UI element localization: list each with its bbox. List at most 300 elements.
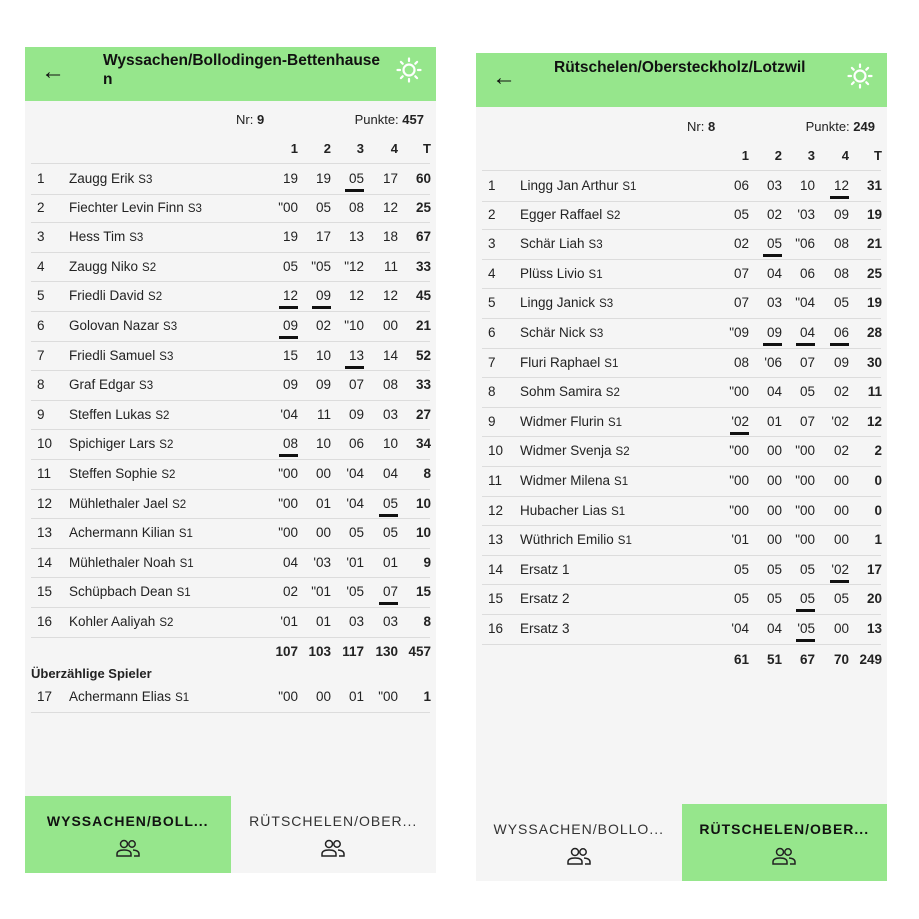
player-total: 20 (866, 591, 882, 607)
round-score: 00 (766, 443, 782, 459)
round-total-1: 107 (275, 644, 298, 659)
player-total: 19 (866, 206, 882, 222)
player-total: 8 (423, 614, 431, 629)
player-name (69, 496, 186, 511)
player-name (520, 295, 613, 310)
round-score-best: 06 (817, 325, 849, 340)
round-score: 13 (348, 229, 364, 245)
player-total: 45 (415, 288, 431, 304)
round-score: 00 (766, 502, 782, 518)
player-level: S3 (589, 328, 604, 340)
round-total-3: 117 (342, 644, 364, 659)
player-name-text: Kohler Aaliyah (69, 614, 156, 629)
player-total: 25 (415, 199, 431, 215)
player-rank: 14 (488, 561, 504, 577)
tab-team-b[interactable] (682, 804, 888, 881)
round-score: 12 (382, 199, 398, 215)
table-row[interactable] (31, 252, 430, 283)
player-name-text: Friedli Samuel (69, 347, 156, 363)
player-rank: 2 (37, 199, 45, 215)
round-score: "00 (729, 384, 749, 400)
player-rank: 8 (488, 384, 496, 400)
punkte-value: 249 (853, 119, 875, 134)
round-score: 02 (766, 206, 782, 222)
round-score: 00 (833, 473, 849, 488)
round-score: "00 (795, 443, 815, 459)
team-tabs (476, 804, 887, 881)
player-name (520, 178, 636, 193)
player-rank: 4 (488, 265, 496, 281)
player-level: S1 (617, 535, 632, 548)
player-name (69, 584, 191, 599)
round-score: "00 (795, 502, 815, 518)
player-level: S2 (605, 387, 620, 400)
player-level: S3 (599, 298, 614, 311)
player-total: 0 (874, 502, 882, 518)
round-score: 17 (315, 229, 331, 245)
column-header-round-3: 3 (356, 141, 364, 156)
player-name-text: Steffen Sophie (69, 466, 158, 481)
player-total: 10 (415, 525, 431, 541)
table-row[interactable] (31, 311, 430, 342)
player-total: 21 (866, 236, 882, 252)
round-score-best: 12 (266, 288, 298, 303)
round-score-best: 09 (266, 318, 298, 333)
player-rank: 8 (37, 377, 45, 393)
table-row[interactable] (31, 222, 430, 253)
team-points (806, 119, 875, 134)
player-rank: 13 (37, 525, 53, 541)
round-score: 05 (315, 199, 331, 215)
table-row[interactable] (482, 584, 881, 615)
player-rank: 9 (488, 413, 496, 429)
round-score: "00 (278, 199, 298, 215)
arrow-left-icon[interactable]: ← (41, 58, 65, 85)
round-score: 10 (382, 436, 398, 452)
table-row[interactable] (482, 259, 881, 290)
round-score: 05 (282, 258, 298, 274)
player-total: 52 (415, 347, 431, 363)
round-score: 00 (766, 532, 782, 548)
round-score: "00 (278, 689, 298, 704)
player-level: S2 (606, 209, 621, 222)
round-score: 03 (348, 614, 364, 629)
nr-label: Nr: (236, 112, 254, 127)
round-score: 07 (799, 354, 815, 370)
player-name (69, 525, 193, 540)
table-row[interactable] (482, 170, 881, 202)
player-rank: 6 (488, 325, 496, 340)
player-name-text: Hess Tim (69, 229, 126, 245)
player-rank: 15 (37, 584, 53, 600)
column-header-round-1: 1 (290, 141, 298, 156)
table-row[interactable] (482, 555, 881, 586)
round-score: 04 (282, 554, 298, 570)
player-name (69, 466, 175, 481)
round-score: 11 (316, 406, 331, 422)
round-score: "00 (278, 466, 298, 481)
round-score: 09 (833, 206, 849, 222)
round-score-best: 05 (366, 496, 398, 511)
round-score: 04 (382, 466, 398, 481)
player-name (520, 443, 630, 458)
table-row[interactable] (31, 548, 430, 579)
player-rank: 11 (488, 473, 503, 488)
round-score: 09 (348, 406, 364, 422)
player-name (69, 614, 173, 629)
round-score: 06 (348, 436, 364, 452)
player-level: S2 (155, 409, 170, 422)
punkte-value: 457 (402, 112, 424, 127)
round-score: 05 (799, 561, 815, 577)
app-header (25, 47, 436, 101)
round-score-best: 05 (750, 236, 782, 251)
player-total: 13 (866, 621, 882, 636)
team-number (687, 119, 715, 134)
round-score: 05 (833, 591, 849, 607)
player-level: S1 (588, 268, 603, 281)
player-rank: 11 (37, 466, 52, 481)
round-score: '04 (731, 621, 749, 636)
tab-team-b[interactable] (231, 796, 437, 873)
round-score: 03 (382, 406, 398, 422)
player-name (69, 200, 202, 215)
round-score: 19 (282, 171, 298, 186)
round-score: "00 (729, 502, 749, 518)
column-header-round-1: 1 (741, 148, 749, 163)
round-score: 04 (766, 384, 782, 400)
round-score: '05 (346, 584, 364, 600)
table-row[interactable] (482, 525, 881, 556)
arrow-left-icon[interactable]: ← (492, 64, 516, 91)
player-name-text: Egger Raffael (520, 206, 603, 222)
table-row[interactable] (31, 577, 430, 608)
round-score: 10 (799, 178, 815, 193)
round-score: 18 (382, 229, 398, 245)
round-total-3: 67 (799, 652, 815, 667)
round-score: 05 (733, 561, 749, 577)
nr-label: Nr: (687, 119, 705, 134)
team-tabs (25, 796, 436, 873)
table-row[interactable] (31, 682, 430, 713)
player-name-text: Schär Nick (520, 325, 586, 340)
round-score: "09 (729, 325, 749, 340)
player-total: 12 (866, 413, 882, 429)
team-title: Wyssachen/Bollodingen-Bettenhausen (103, 52, 381, 88)
table-row[interactable] (482, 614, 881, 645)
player-rank: 7 (37, 347, 45, 363)
player-name (520, 355, 618, 370)
player-name-text: Friedli David (69, 288, 145, 304)
round-score: 02 (833, 384, 849, 400)
round-score-best: 05 (783, 591, 815, 606)
round-score: 07 (348, 377, 364, 393)
round-score-best: 12 (817, 178, 849, 193)
table-row[interactable] (31, 370, 430, 401)
player-total: 34 (415, 436, 431, 452)
table-row[interactable] (482, 200, 881, 231)
player-name-text: Achermann Kilian (69, 525, 175, 541)
round-score: 03 (766, 295, 782, 311)
player-name (520, 384, 620, 399)
player-total: 28 (866, 325, 882, 340)
nr-value: 9 (256, 112, 265, 127)
round-score: '01 (731, 532, 749, 548)
round-score: 12 (382, 288, 398, 304)
column-header-round-2: 2 (774, 148, 782, 163)
player-rank: 16 (37, 614, 53, 629)
player-rank: 15 (488, 591, 504, 607)
tab-team-a[interactable] (25, 796, 231, 873)
round-score: 00 (766, 473, 782, 488)
player-name-text: Wüthrich Emilio (520, 532, 614, 548)
round-score: "10 (344, 318, 364, 333)
punkte-label: Punkte: (805, 119, 850, 134)
player-level: S1 (604, 357, 619, 370)
player-total: 33 (415, 258, 431, 274)
round-total-4: 70 (833, 652, 849, 667)
round-score-best: 07 (366, 584, 398, 599)
column-header-round-3: 3 (807, 148, 815, 163)
round-score: 01 (766, 413, 782, 429)
round-score: 00 (382, 318, 398, 333)
tab-label: WYSSACHEN/BOLL... (46, 813, 209, 829)
player-total: 15 (415, 584, 431, 600)
round-score: 02 (833, 443, 849, 459)
table-row[interactable] (31, 281, 430, 312)
table-row[interactable] (482, 407, 881, 438)
player-name-text: Ersatz 2 (520, 591, 570, 607)
player-total: 30 (866, 354, 882, 370)
player-name (69, 318, 177, 333)
round-score: 00 (315, 525, 331, 541)
table-row[interactable] (31, 518, 430, 549)
round-score: "00 (729, 443, 749, 459)
player-name-text: Zaugg Niko (69, 258, 139, 274)
player-total: 25 (866, 265, 882, 281)
player-name (520, 562, 570, 577)
group-icon (566, 846, 592, 866)
player-rank: 1 (488, 178, 496, 193)
group-icon (320, 838, 346, 858)
round-score: 00 (833, 621, 849, 636)
round-score: '01 (280, 614, 298, 629)
round-score-best: 04 (783, 325, 815, 340)
column-header-total: T (874, 148, 882, 163)
player-name-text: Schär Liah (520, 236, 585, 252)
player-level: S2 (148, 291, 163, 304)
round-score: 04 (766, 265, 782, 281)
player-rank: 7 (488, 354, 496, 370)
round-score: 01 (315, 614, 331, 629)
player-name (69, 377, 153, 392)
round-score: 08 (833, 265, 849, 281)
team-number (236, 112, 264, 127)
round-score: '04 (346, 495, 364, 511)
player-name-text: Mühlethaler Noah (69, 554, 176, 570)
round-total-1: 61 (733, 652, 749, 667)
player-name (520, 266, 603, 281)
table-row[interactable] (31, 400, 430, 431)
round-score: 00 (833, 532, 849, 548)
sun-icon[interactable] (847, 63, 873, 89)
table-row[interactable] (482, 436, 881, 467)
player-total: 60 (415, 171, 431, 186)
table-row[interactable] (31, 429, 430, 460)
table-row[interactable] (31, 459, 430, 490)
player-level: S1 (179, 557, 194, 570)
round-score-best: 09 (299, 288, 331, 303)
table-row[interactable] (482, 348, 881, 379)
player-name-text: Lingg Jan Arthur (520, 178, 619, 193)
player-total: 33 (415, 377, 431, 393)
round-score: "01 (311, 584, 331, 600)
round-score-best: '02 (817, 562, 849, 577)
player-name (520, 532, 632, 547)
round-score: 07 (733, 265, 749, 281)
table-row[interactable] (482, 288, 881, 319)
round-score: 05 (833, 295, 849, 311)
round-score: 05 (733, 591, 749, 607)
table-row[interactable] (31, 163, 430, 195)
column-header-total: T (423, 141, 431, 156)
round-score: "00 (278, 495, 298, 511)
grand-total: 457 (408, 644, 431, 659)
player-total: 1 (423, 689, 431, 704)
round-score: 05 (766, 561, 782, 577)
table-row[interactable] (482, 229, 881, 260)
player-total: 17 (866, 561, 882, 577)
player-level: S3 (138, 174, 153, 186)
round-score-best: '02 (717, 414, 749, 429)
round-score: 08 (833, 236, 849, 252)
player-level: S2 (615, 446, 630, 459)
round-score: 02 (733, 236, 749, 252)
table-row[interactable] (31, 341, 430, 372)
player-name (69, 348, 173, 363)
group-icon (115, 838, 141, 858)
round-score: 07 (799, 413, 815, 429)
round-score: 07 (733, 295, 749, 311)
player-rank: 3 (488, 236, 496, 252)
round-score: '03 (313, 554, 331, 570)
table-row[interactable] (31, 489, 430, 520)
player-total: 8 (423, 466, 431, 481)
table-row[interactable] (482, 496, 881, 527)
left-team-screen (25, 47, 436, 873)
column-header-round-2: 2 (323, 141, 331, 156)
player-level: S1 (608, 416, 623, 429)
round-score: 09 (282, 377, 298, 393)
player-name-text: Sohm Samira (520, 384, 602, 400)
player-name (520, 473, 628, 488)
player-rank: 5 (488, 295, 496, 311)
player-name (69, 436, 173, 451)
round-score: 09 (833, 354, 849, 370)
round-score: '06 (764, 354, 782, 370)
round-score: 01 (382, 554, 398, 570)
player-name (69, 229, 143, 244)
player-name-text: Plüss Livio (520, 265, 585, 281)
round-score: 15 (282, 347, 298, 363)
table-row[interactable] (482, 466, 881, 497)
player-level: S3 (139, 380, 154, 393)
player-rank: 3 (37, 229, 45, 245)
sun-icon[interactable] (396, 57, 422, 83)
player-total: 0 (874, 473, 882, 488)
round-score: 05 (799, 384, 815, 400)
round-score: 00 (315, 689, 331, 704)
group-icon (771, 846, 797, 866)
player-total: 27 (415, 406, 431, 422)
tab-label: WYSSACHEN/BOLLO... (493, 821, 664, 837)
team-points (355, 112, 424, 127)
player-level: S1 (176, 587, 191, 600)
round-total-2: 51 (766, 652, 782, 667)
player-name-text: Lingg Janick (520, 295, 596, 311)
round-score: 05 (348, 525, 364, 541)
round-score: "00 (729, 473, 749, 488)
round-score-best: '05 (783, 621, 815, 636)
player-level: S3 (163, 321, 178, 333)
table-row[interactable] (482, 377, 881, 408)
player-total: 67 (415, 229, 431, 245)
player-name-text: Ersatz 1 (520, 561, 570, 577)
tab-team-a[interactable] (476, 804, 682, 881)
round-score: 12 (348, 288, 364, 304)
player-rank: 10 (488, 443, 504, 459)
round-score: 01 (348, 689, 364, 704)
round-score-best: 13 (332, 348, 364, 363)
player-name-text: Widmer Svenja (520, 443, 612, 459)
player-level: S1 (614, 476, 629, 488)
round-total-4: 130 (375, 644, 398, 659)
table-row[interactable] (482, 318, 881, 349)
round-score: '03 (797, 206, 815, 222)
round-score: 04 (766, 621, 782, 636)
player-level: S2 (142, 261, 157, 274)
round-score: 10 (315, 436, 331, 452)
table-row[interactable] (31, 607, 430, 638)
player-name (69, 689, 189, 704)
player-level: S2 (159, 617, 174, 629)
player-name-text: Steffen Lukas (69, 406, 152, 422)
player-name (520, 621, 570, 636)
player-name-text: Achermann Elias (69, 689, 172, 704)
tab-label: RÜTSCHELEN/OBER... (699, 821, 870, 837)
round-score: "00 (378, 689, 398, 704)
round-score: '01 (346, 554, 364, 570)
nr-value: 8 (707, 119, 716, 134)
round-score: 19 (315, 171, 331, 186)
right-team-screen (476, 53, 887, 881)
player-total: 9 (423, 554, 431, 570)
player-name-text: Mühlethaler Jael (69, 495, 169, 511)
player-rank: 2 (488, 206, 496, 222)
player-name (520, 591, 570, 606)
round-score: 09 (315, 377, 331, 393)
round-total-2: 103 (308, 644, 331, 659)
round-score-best: 09 (750, 325, 782, 340)
table-row[interactable] (31, 193, 430, 224)
column-header-round-4: 4 (841, 148, 849, 163)
round-score: "12 (344, 258, 364, 274)
player-name (69, 288, 162, 303)
grand-total: 249 (859, 652, 882, 667)
player-total: 19 (866, 295, 882, 311)
player-rank: 14 (37, 554, 53, 570)
player-name-text: Spichiger Lars (69, 436, 156, 452)
